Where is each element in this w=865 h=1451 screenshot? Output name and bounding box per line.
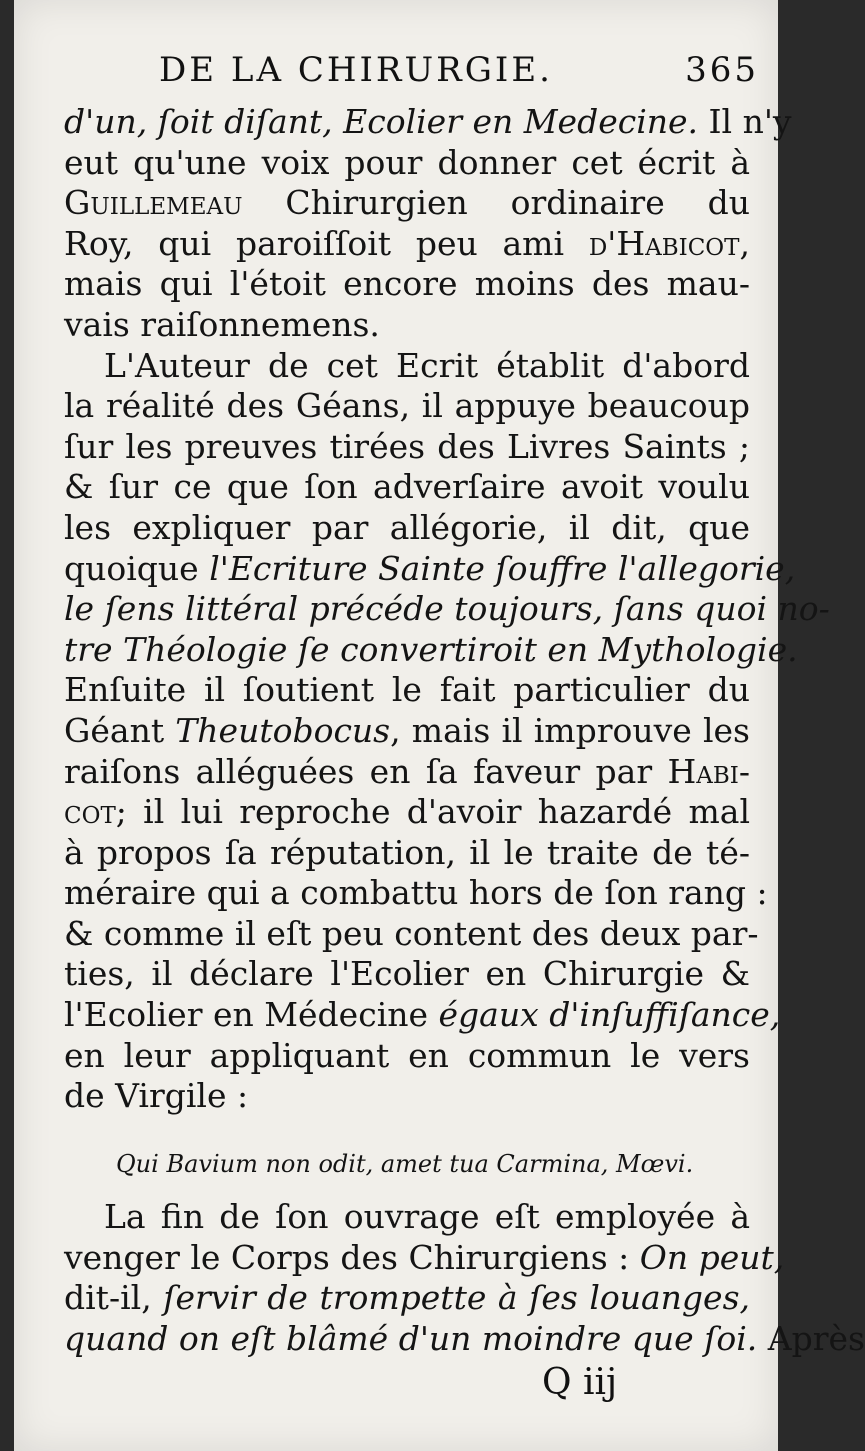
italic-phrase: égaux d'inſuffiſance, bbox=[438, 995, 781, 1035]
text-line: en leur appliquant en commun le vers bbox=[64, 1035, 750, 1075]
page-number: 365 bbox=[685, 50, 759, 90]
text-line: Enſuite il ſoutient le fait particulier du bbox=[64, 670, 750, 710]
text-span: l'Ecolier en Médecine bbox=[64, 995, 439, 1035]
text-span: Chirurgien ordinaire du bbox=[242, 183, 750, 223]
text-line: La fin de ſon ouvrage eſt employée à bbox=[104, 1197, 750, 1236]
text-span: dit-il, bbox=[64, 1278, 164, 1318]
text-line bbox=[64, 183, 750, 224]
text-line bbox=[64, 792, 750, 833]
running-head-title: DE LA CHIRURGIE. bbox=[159, 50, 553, 90]
text-span: quoique bbox=[64, 548, 210, 588]
italic-phrase: quand on eſt blâmé d'un moindre que ſoi. bbox=[64, 1318, 758, 1358]
text-line: à propos ſa réputation, il le traite de té- bbox=[64, 832, 750, 872]
text-line: eut qu'une voix pour donner cet écrit à bbox=[64, 142, 750, 182]
text-line: tre Théologie ſe convertiroit en Mythologie. bbox=[64, 629, 798, 669]
italic-phrase: Theutobocus bbox=[175, 710, 391, 750]
text-line: & ſur ce que ſon adverſaire avoit voulu bbox=[64, 467, 750, 507]
text-line: de Virgile : bbox=[64, 1076, 249, 1116]
text-span: ; il lui reproche d'avoir hazardé mal bbox=[115, 792, 750, 832]
verse-quotation: Qui Bavium non odit, amet tua Carmina, Mœvi. bbox=[116, 1150, 694, 1178]
body-text bbox=[64, 102, 830, 1117]
text-line: vais raiſonnemens. bbox=[64, 304, 380, 344]
text-span: raiſons alléguées en ſa faveur par bbox=[64, 751, 668, 791]
small-caps-name: cot bbox=[64, 792, 116, 832]
book-page bbox=[14, 0, 865, 1451]
text-line: & comme il eſt peu content des deux par- bbox=[64, 913, 759, 953]
signature-mark: Q iij bbox=[542, 1362, 618, 1403]
text-line bbox=[64, 995, 781, 1036]
text-line: la réalité des Géans, il appuye beaucoup bbox=[64, 386, 750, 426]
text-line bbox=[64, 1278, 750, 1319]
text-span: , mais il improuve les bbox=[390, 710, 750, 750]
text-line: ſur les preuves tirées des Livres Saints ; bbox=[64, 426, 750, 466]
text-line: les expliquer par allégorie, il dit, que bbox=[64, 507, 750, 547]
small-caps-name: d'Habicot bbox=[588, 223, 740, 263]
italic-phrase: ſervir de trompette à ſes louanges, bbox=[163, 1278, 750, 1318]
italic-phrase: d'un, ſoit diſant, Ecolier en Medecine. bbox=[64, 102, 699, 141]
text-span: Roy, qui paroiſſoit peu ami bbox=[64, 223, 589, 263]
running-head bbox=[159, 50, 759, 100]
italic-phrase: l'Ecriture Sainte ſouffre l'allegorie, bbox=[209, 548, 796, 588]
text-line: mais qui l'étoit encore moins des mau- bbox=[64, 264, 750, 304]
text-line bbox=[64, 1237, 785, 1279]
text-span: , bbox=[739, 223, 750, 263]
text-line bbox=[64, 224, 750, 265]
text-span: Géant bbox=[64, 710, 176, 750]
body-text-continued bbox=[64, 1197, 865, 1359]
text-span: Il n'y bbox=[698, 102, 792, 141]
text-line bbox=[64, 711, 750, 752]
text-line bbox=[64, 752, 750, 793]
text-line: méraire qui a combattu hors de ſon rang : bbox=[64, 873, 768, 913]
text-line bbox=[64, 1318, 865, 1360]
small-caps-name: Habi- bbox=[667, 751, 750, 791]
text-line: le ſens littéral précéde toujours, ſans quoi no- bbox=[64, 589, 830, 629]
text-line: L'Auteur de cet Ecrit établit d'abord bbox=[104, 345, 750, 385]
text-line bbox=[64, 548, 796, 590]
text-span: Après bbox=[757, 1318, 865, 1358]
text-line: ties, il déclare l'Ecolier en Chirurgie & bbox=[64, 954, 750, 994]
small-caps-name: Guillemeau bbox=[64, 183, 243, 223]
text-span: venger le Corps des Chirurgiens : bbox=[64, 1237, 640, 1277]
italic-phrase: On peut, bbox=[639, 1237, 785, 1277]
text-line bbox=[64, 102, 792, 143]
